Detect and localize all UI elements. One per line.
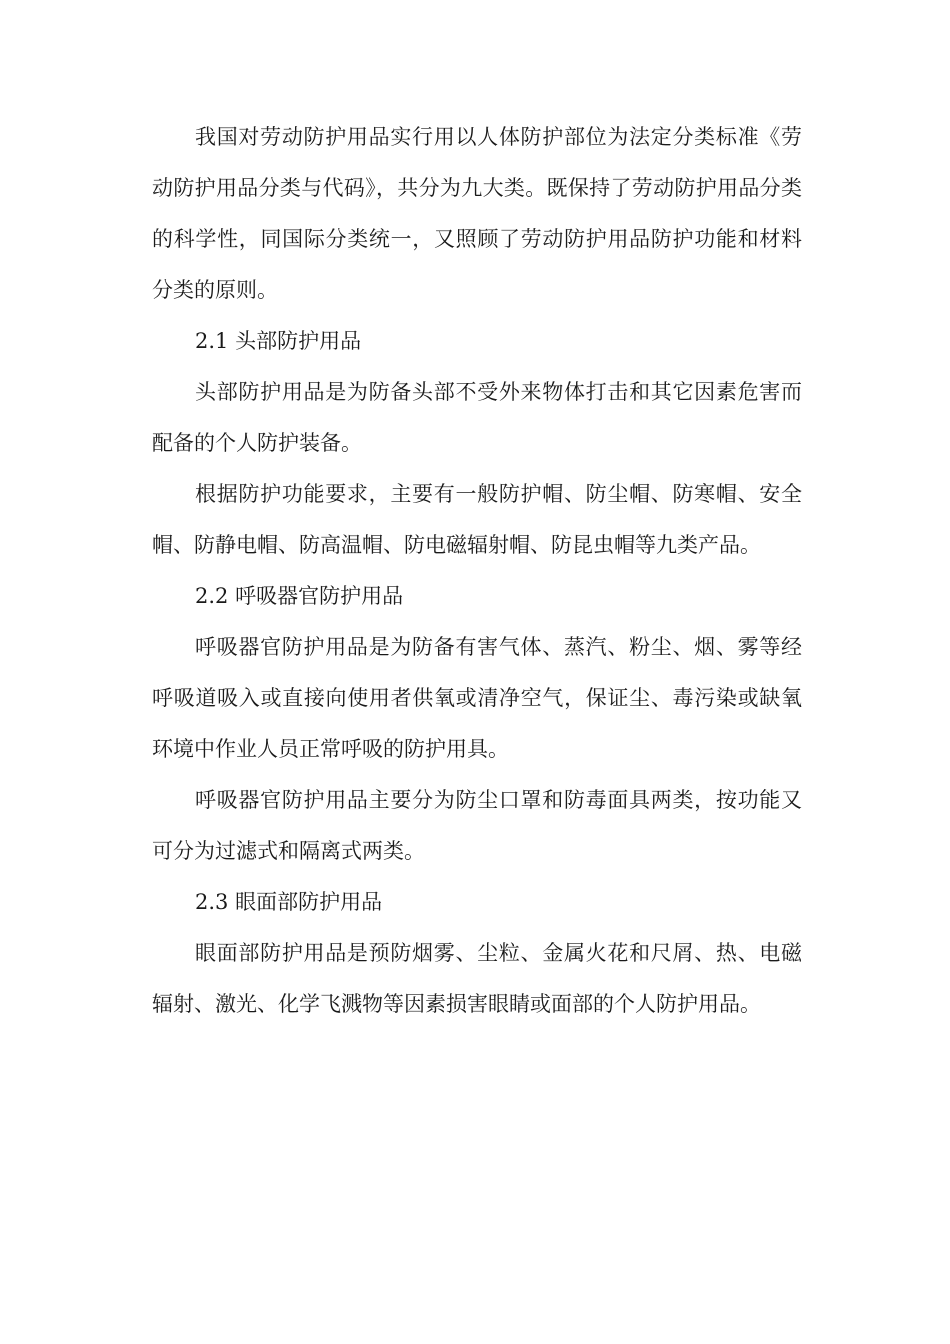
section-heading-2-3: 2.3 眼面部防护用品 bbox=[195, 890, 383, 914]
section-heading-2-2: 2.2 呼吸器官防护用品 bbox=[195, 584, 404, 608]
paragraph-classification-intro: 我国对劳动防护用品实行用以人体防护部位为法定分类标准《劳动防护用品分类与代码》，共分为九大类。既保持了劳动防护用品分类的科学性，同国际分类统一，又照顾了劳动防护用品防护功能和材料分类的原则。 bbox=[152, 125, 802, 302]
paragraph-respiratory-types: 呼吸器官防护用品主要分为防尘口罩和防毒面具两类，按功能又可分为过滤式和隔离式两类。 bbox=[152, 788, 802, 863]
paragraph-respiratory-definition: 呼吸器官防护用品是为防备有害气体、蒸汽、粉尘、烟、雾等经呼吸道吸入或直接向使用者供氧或清净空气，保证尘、毒污染或缺氧环境中作业人员正常呼吸的防护用具。 bbox=[152, 635, 802, 761]
paragraph-eye-face-definition: 眼面部防护用品是预防烟雾、尘粒、金属火花和尺屑、热、电磁辐射、激光、化学飞溅物等因素损害眼睛或面部的个人防护用品。 bbox=[152, 941, 802, 1016]
paragraph-head-protection-types: 根据防护功能要求，主要有一般防护帽、防尘帽、防寒帽、安全帽、防静电帽、防高温帽、防电磁辐射帽、防昆虫帽等九类产品。 bbox=[152, 482, 802, 557]
paragraph-head-protection-definition: 头部防护用品是为防备头部不受外来物体打击和其它因素危害而配备的个人防护装备。 bbox=[152, 380, 802, 455]
document-body bbox=[152, 112, 802, 1030]
section-heading-2-1: 2.1 头部防护用品 bbox=[195, 329, 362, 353]
